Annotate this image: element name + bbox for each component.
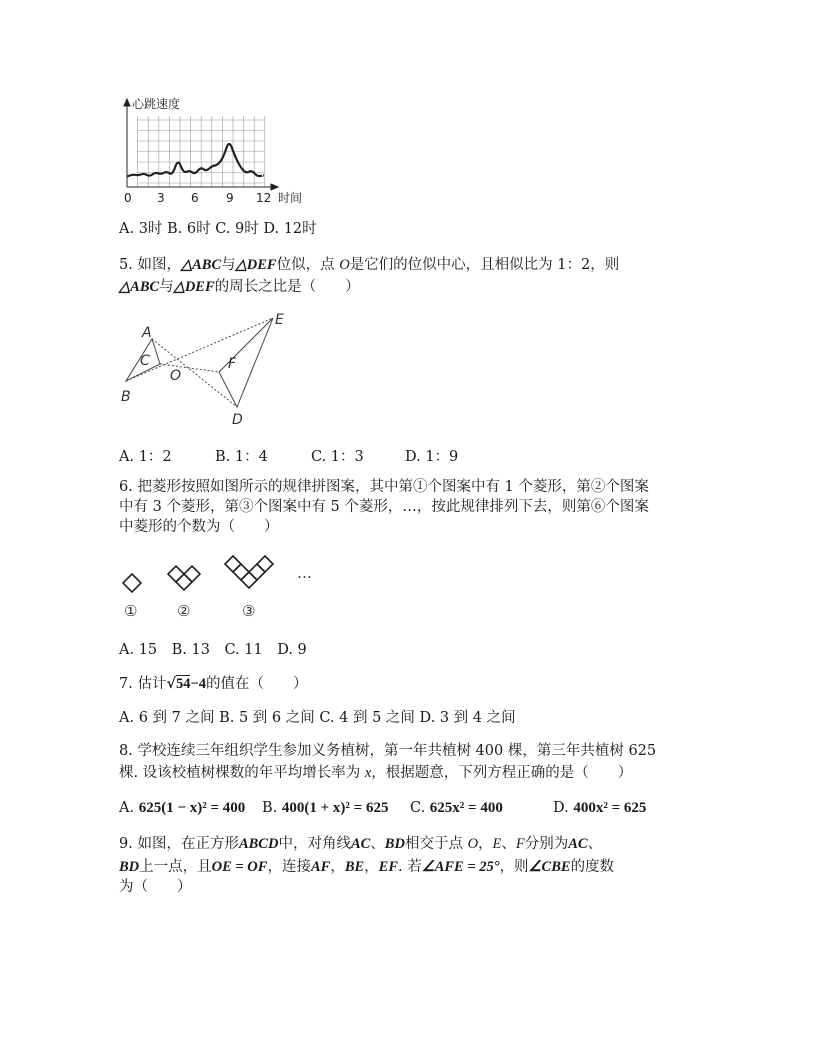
q9-angle-cbe: ∠CBE	[528, 859, 571, 875]
q9-line-2	[119, 857, 614, 877]
q8-option-b-expr: 400(1 + x)² = 625	[281, 800, 389, 816]
q9-angle-afe: ∠AFE = 25°	[421, 859, 500, 875]
caption-2: ②	[177, 602, 191, 620]
q4-options: A. 3时 B. 6时 C. 9时 D. 12时	[119, 221, 317, 237]
q9-t6: 、	[501, 836, 516, 852]
q8-option-c-expr: 625x² = 400	[429, 800, 503, 816]
q7-question	[119, 674, 308, 694]
q5-option-a: A. 1：2	[119, 449, 172, 465]
label-a: A	[142, 325, 152, 341]
q9-t1: 9. 如图，在正方形	[119, 836, 239, 852]
q7-suffix: 的值在（ ）	[206, 676, 308, 692]
q5-point-o: O	[339, 257, 350, 273]
q8-option-d	[553, 800, 646, 817]
q8-option-d-expr: 400x² = 625	[573, 800, 647, 816]
q9-square: ABCD	[238, 836, 279, 852]
q9-diag-ac: AC	[350, 836, 371, 852]
q9-point-o: O	[467, 836, 479, 852]
q9-diag-bd-2: BD	[119, 859, 140, 875]
q5-triangle-def: △DEF	[235, 257, 277, 273]
q9-line-3: 为（ ）	[119, 879, 192, 895]
chart-ylabel: 心跳速度	[132, 97, 181, 111]
chart-xlabel: 时间	[278, 191, 303, 205]
q5-text-b: 位似，点	[276, 257, 335, 273]
chart-grid	[137, 116, 265, 187]
q5-triangle-abc: △ABC	[180, 257, 222, 273]
q9-t14: ，则	[499, 859, 529, 875]
q9-t3: 、	[370, 836, 385, 852]
q9-t10: ，连接	[267, 859, 311, 875]
q9-t12: ，	[364, 859, 379, 875]
chart-tick-0: 0	[124, 191, 132, 205]
q5-triangle-abc-2: △ABC	[119, 279, 160, 295]
q7-options: A. 6 到 7 之间 B. 5 到 6 之间 C. 4 到 5 之间 D. 3 到 4 之间	[119, 710, 516, 726]
q8-option-b	[262, 800, 388, 817]
label-c: C	[140, 353, 150, 369]
q6-line-2: 中有 3 个菱形，第③个图案中有 5 个菱形，…，按此规律排列下去，则第⑥个图案	[119, 499, 649, 515]
q5-text-a: 5. 如图，	[119, 257, 181, 273]
q9-seg-be: BE	[344, 859, 365, 875]
label-b: B	[121, 389, 131, 405]
q9-seg-ef: EF	[378, 859, 398, 875]
q9-oe-of: OE = OF	[211, 859, 268, 875]
q8-text-a: 棵. 设该校植树棵数的年平均增长率为	[119, 765, 361, 781]
label-o: O	[170, 368, 182, 384]
label-e: E	[275, 312, 284, 328]
q9-point-f: F	[515, 836, 525, 852]
q6-line-3: 中菱形的个数为（ ）	[119, 519, 279, 535]
q9-point-e: E	[492, 836, 502, 852]
caption-1: ①	[124, 602, 138, 620]
q8-var-x: x	[364, 765, 372, 781]
q6-options: A. 15 B. 13 C. 11 D. 9	[119, 642, 307, 658]
q5-text-yu-2: 与	[159, 279, 174, 295]
q8-option-b-label: B.	[262, 800, 278, 816]
q8-option-a-label: A.	[119, 800, 135, 816]
chart-tick-6: 6	[191, 191, 199, 205]
q9-line-1	[119, 834, 602, 854]
q5-homothety-figure	[115, 308, 295, 430]
pattern-3	[225, 556, 273, 588]
q9-diag-ac-2: AC	[568, 836, 588, 852]
q6-line-1: 6. 把菱形按照如图所示的规律拼图案，其中第①个图案中有 1 个菱形，第②个图案	[119, 479, 649, 495]
q5-text-c: 是它们的位似中心，且相似比为 1：2，则	[349, 257, 620, 273]
q5-option-d: D. 1：9	[405, 449, 459, 465]
q9-t8: 、	[587, 836, 603, 852]
q8-option-a-expr: 625(1 − x)² = 400	[138, 800, 246, 816]
q6-rhombus-patterns	[115, 550, 325, 622]
q9-t5: ，	[478, 836, 493, 852]
q9-diag-bd: BD	[384, 836, 405, 852]
q9-t4: 相交于点	[404, 836, 463, 852]
sqrt-sign: √	[166, 675, 176, 692]
q9-t7: 分别为	[524, 836, 569, 852]
chart-tick-9: 9	[226, 191, 234, 205]
q8-line-1: 8. 学校连续三年组织学生参加义务植树，第一年共植树 400 棵，第三年共植树 625	[119, 743, 657, 759]
q8-line-2	[119, 763, 632, 783]
q7-minus-four: −4	[190, 676, 206, 692]
q8-option-c	[410, 800, 503, 817]
q8-text-b: ，根据题意，下列方程正确的是（ ）	[371, 765, 633, 781]
pattern-ellipsis: …	[297, 564, 312, 582]
q9-t13: . 若	[398, 859, 422, 875]
pattern-1	[123, 574, 141, 592]
q5-line-2	[119, 277, 360, 297]
label-d: D	[232, 412, 243, 428]
q8-option-a	[119, 800, 245, 817]
q5-option-c: C. 1：3	[311, 449, 364, 465]
q9-t15: 的度数	[570, 859, 615, 875]
label-f: F	[228, 356, 237, 372]
chart-tick-3: 3	[157, 191, 165, 205]
q9-seg-af: AF	[310, 859, 331, 875]
caption-3: ③	[242, 602, 256, 620]
q7-radicand: 54	[175, 676, 191, 692]
q7-prefix: 7. 估计	[119, 676, 167, 692]
q9-t11: ，	[330, 859, 345, 875]
heart-rate-curve	[127, 144, 263, 177]
q5-option-b: B. 1：4	[215, 449, 268, 465]
q8-option-d-label: D.	[553, 800, 569, 816]
q9-t9: 上一点，且	[139, 859, 212, 875]
q8-option-c-label: C.	[410, 800, 426, 816]
q5-text-d: 的周长之比是（ ）	[214, 279, 360, 295]
pattern-2	[168, 566, 200, 590]
chart-tick-12: 12	[256, 191, 272, 205]
q5-text-yu: 与	[221, 257, 236, 273]
heart-rate-chart	[115, 95, 315, 207]
q5-triangle-def-2: △DEF	[173, 279, 215, 295]
q9-t2: 中，对角线	[278, 836, 351, 852]
q5-line-1	[119, 255, 619, 275]
